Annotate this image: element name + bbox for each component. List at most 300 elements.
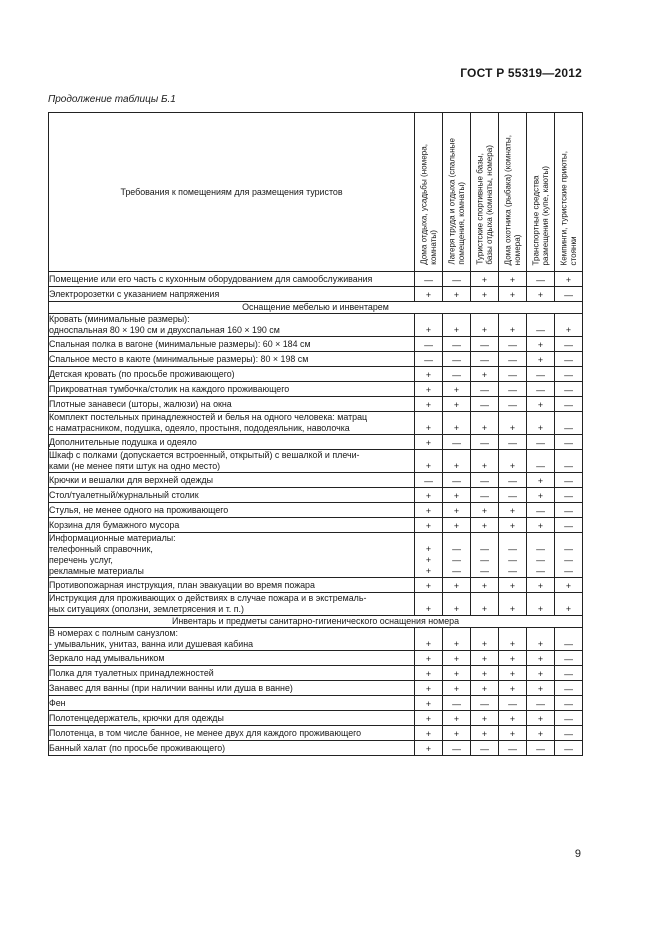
requirement-text: ками (не менее пяти штук на одно место) [49, 461, 221, 471]
table-row [49, 382, 583, 397]
mark-value: — [564, 461, 573, 471]
mark-cell [499, 741, 527, 756]
mark-cell [471, 628, 499, 651]
mark-value: + [537, 684, 544, 694]
mark-cell [499, 651, 527, 666]
mark-value: — [452, 438, 461, 448]
requirement-text: с наматрасником, подушка, одеяло, простыня, пододеяльник, наволочка [49, 423, 350, 433]
mark-value: + [453, 714, 460, 724]
mark-value: + [537, 604, 544, 614]
mark-value: + [481, 669, 488, 679]
table-row [49, 681, 583, 696]
mark-value: — [564, 654, 573, 664]
mark-cell [443, 741, 471, 756]
mark-cell [443, 287, 471, 302]
mark-value: + [481, 654, 488, 664]
mark-cell [499, 337, 527, 352]
mark-value: + [453, 669, 460, 679]
requirement-cell [49, 741, 415, 756]
mark-value: — [424, 275, 433, 285]
table-row [49, 711, 583, 726]
mark-cell [555, 741, 583, 756]
section-title: Инвентарь и предметы санитарно-гигиенического оснащения номера [49, 616, 583, 628]
mark-value: + [537, 355, 544, 365]
mark-cell [415, 450, 443, 473]
mark-value: + [425, 566, 432, 576]
mark-cell [499, 628, 527, 651]
mark-value: — [452, 699, 461, 709]
requirement-text: Шкаф с полками (допускается встроенный, открытый) с вешалкой и плечи- [49, 450, 360, 460]
mark-value: + [537, 340, 544, 350]
mark-value: — [480, 385, 489, 395]
mark-cell [443, 518, 471, 533]
mark-value: — [564, 566, 573, 576]
mark-value: + [453, 290, 460, 300]
mark-cell [499, 578, 527, 593]
table-row [49, 578, 583, 593]
mark-cell [527, 651, 555, 666]
mark-value: + [453, 684, 460, 694]
mark-value: + [425, 544, 432, 554]
mark-value: + [453, 581, 460, 591]
mark-value: + [481, 370, 488, 380]
mark-value: + [537, 654, 544, 664]
mark-cell [527, 488, 555, 503]
mark-value: — [424, 476, 433, 486]
requirement-cell [49, 435, 415, 450]
requirement-text: Комплект постельных принадлежностей и белья на одного человека: матрац [49, 412, 368, 422]
table-row [49, 272, 583, 287]
requirement-text: Детская кровать (по просьбе проживающего) [49, 368, 235, 379]
mark-cell [471, 314, 499, 337]
mark-value: + [509, 461, 516, 471]
mark-value: + [425, 639, 432, 649]
mark-cell [415, 435, 443, 450]
mark-value: — [564, 555, 573, 565]
requirements-table [48, 112, 583, 756]
mark-cell [415, 578, 443, 593]
mark-value: + [425, 669, 432, 679]
mark-cell [527, 435, 555, 450]
mark-value: + [453, 521, 460, 531]
mark-value: + [509, 729, 516, 739]
requirement-text: Кровать (минимальные размеры): [49, 314, 190, 324]
mark-value: — [452, 744, 461, 754]
mark-cell [527, 382, 555, 397]
mark-cell [555, 651, 583, 666]
mark-cell [471, 651, 499, 666]
mark-value: — [508, 340, 517, 350]
mark-value: + [453, 639, 460, 649]
requirement-text: - умывальник, унитаз, ванна или душевая кабина [49, 639, 254, 649]
requirement-text: Полотенца, в том числе банное, не менее двух для каждого проживающего [49, 727, 362, 738]
requirement-cell [49, 593, 415, 616]
requirement-text: Зеркало над умывальником [49, 652, 165, 663]
facility-column-label: Кемпинги, туристские приюты, стоянки [559, 150, 578, 265]
mark-cell [415, 397, 443, 412]
mark-value: + [425, 699, 432, 709]
mark-value: — [508, 555, 517, 565]
mark-value: + [509, 684, 516, 694]
mark-cell [443, 397, 471, 412]
requirement-cell [49, 533, 415, 578]
mark-cell [527, 314, 555, 337]
mark-cell [527, 287, 555, 302]
mark-cell [499, 367, 527, 382]
mark-cell [471, 337, 499, 352]
mark-value: + [509, 275, 516, 285]
table-row [49, 593, 583, 616]
mark-cell [443, 488, 471, 503]
mark-cell [443, 382, 471, 397]
mark-value: — [452, 544, 461, 554]
table-row [49, 533, 583, 578]
mark-cell [471, 696, 499, 711]
table-body [49, 272, 583, 756]
mark-cell [415, 287, 443, 302]
mark-value: + [425, 423, 432, 433]
mark-cell [443, 450, 471, 473]
mark-value: + [425, 461, 432, 471]
mark-cell [415, 337, 443, 352]
mark-cell [527, 503, 555, 518]
table-row [49, 696, 583, 711]
mark-value: — [480, 744, 489, 754]
mark-cell [443, 696, 471, 711]
mark-value: + [481, 604, 488, 614]
requirement-text: Полка для туалетных принадлежностей [49, 667, 214, 678]
mark-cell [443, 272, 471, 287]
mark-cell [527, 473, 555, 488]
mark-value: + [481, 275, 488, 285]
requirement-text: рекламные материалы [49, 566, 144, 576]
mark-value: + [537, 423, 544, 433]
mark-cell [527, 533, 555, 578]
mark-cell [527, 711, 555, 726]
mark-cell [415, 382, 443, 397]
mark-cell [499, 711, 527, 726]
mark-value: + [481, 639, 488, 649]
requirement-text: Полотенцедержатель, крючки для одежды [49, 712, 224, 723]
mark-cell [555, 681, 583, 696]
mark-cell [499, 696, 527, 711]
requirement-cell [49, 352, 415, 367]
mark-cell [555, 666, 583, 681]
mark-value: + [509, 714, 516, 724]
mark-cell [527, 741, 555, 756]
mark-value: + [453, 461, 460, 471]
mark-value: — [480, 340, 489, 350]
mark-value: — [564, 714, 573, 724]
requirement-cell [49, 382, 415, 397]
mark-value: + [481, 684, 488, 694]
mark-value: — [564, 385, 573, 395]
mark-cell [555, 337, 583, 352]
mark-cell [527, 518, 555, 533]
mark-value: + [537, 639, 544, 649]
mark-value: + [425, 400, 432, 410]
mark-value: — [452, 355, 461, 365]
mark-value: + [481, 521, 488, 531]
mark-cell [443, 681, 471, 696]
mark-value: — [564, 438, 573, 448]
facility-column-header [443, 113, 471, 272]
mark-value: — [508, 385, 517, 395]
table-row [49, 367, 583, 382]
mark-value: + [453, 654, 460, 664]
mark-cell [471, 352, 499, 367]
requirement-cell [49, 488, 415, 503]
mark-value: — [536, 555, 545, 565]
mark-value: — [564, 639, 573, 649]
table-row [49, 518, 583, 533]
requirement-cell [49, 337, 415, 352]
mark-cell [443, 473, 471, 488]
mark-cell [471, 272, 499, 287]
requirement-text: Занавес для ванны (при наличии ванны или душа в ванне) [49, 682, 293, 693]
requirement-cell [49, 287, 415, 302]
mark-value: — [564, 423, 573, 433]
requirement-cell [49, 726, 415, 741]
mark-value: — [536, 385, 545, 395]
mark-cell [527, 666, 555, 681]
mark-value: — [508, 699, 517, 709]
mark-cell [555, 412, 583, 435]
mark-cell [415, 533, 443, 578]
requirement-cell [49, 397, 415, 412]
mark-cell [443, 412, 471, 435]
table-row [49, 337, 583, 352]
mark-value: + [537, 521, 544, 531]
mark-value: + [537, 669, 544, 679]
mark-cell [415, 666, 443, 681]
mark-cell [499, 382, 527, 397]
mark-value: — [564, 684, 573, 694]
mark-cell [415, 488, 443, 503]
mark-cell [471, 533, 499, 578]
mark-cell [443, 352, 471, 367]
mark-value: + [481, 729, 488, 739]
mark-value: — [536, 544, 545, 554]
mark-value: — [508, 438, 517, 448]
mark-cell [527, 352, 555, 367]
mark-cell [471, 518, 499, 533]
mark-value: + [425, 438, 432, 448]
table-row [49, 412, 583, 435]
mark-cell [471, 287, 499, 302]
mark-cell [527, 412, 555, 435]
mark-cell [555, 272, 583, 287]
mark-cell [499, 726, 527, 741]
requirement-text: Корзина для бумажного мусора [49, 519, 180, 530]
mark-cell [527, 578, 555, 593]
mark-value: — [536, 506, 545, 516]
mark-cell [471, 488, 499, 503]
mark-cell [443, 314, 471, 337]
mark-cell [443, 711, 471, 726]
facility-column-label: Транспортные средства размещения (купе, каюты) [531, 165, 550, 265]
mark-cell [499, 435, 527, 450]
mark-cell [555, 628, 583, 651]
mark-value: — [564, 400, 573, 410]
mark-value: + [453, 400, 460, 410]
mark-value: + [509, 639, 516, 649]
facility-column-header [527, 113, 555, 272]
mark-value: — [508, 370, 517, 380]
mark-value: + [425, 744, 432, 754]
requirement-text: Фен [49, 697, 66, 708]
mark-value: + [481, 423, 488, 433]
requirement-cell [49, 651, 415, 666]
mark-cell [555, 593, 583, 616]
facility-column-header [555, 113, 583, 272]
requirement-text: Электророзетки с указанием напряжения [49, 288, 220, 299]
mark-cell [415, 503, 443, 518]
table-row [49, 628, 583, 651]
mark-value: + [481, 325, 488, 335]
mark-value: + [481, 714, 488, 724]
requirement-text: Информационные материалы: [49, 533, 176, 543]
mark-value: — [508, 544, 517, 554]
mark-value: + [453, 604, 460, 614]
mark-cell [443, 337, 471, 352]
requirement-cell [49, 367, 415, 382]
mark-value: + [453, 385, 460, 395]
mark-value: — [536, 275, 545, 285]
mark-cell [471, 397, 499, 412]
mark-value: + [425, 325, 432, 335]
facility-column-label: Лагеря труда и отдыха (спальные помещения, комнаты) [447, 138, 466, 265]
facility-column-header [415, 113, 443, 272]
mark-value: + [425, 290, 432, 300]
mark-value: + [453, 506, 460, 516]
mark-cell [555, 314, 583, 337]
requirement-cell [49, 272, 415, 287]
requirement-cell [49, 578, 415, 593]
mark-cell [555, 352, 583, 367]
mark-value: + [425, 370, 432, 380]
mark-cell [471, 473, 499, 488]
mark-cell [527, 397, 555, 412]
section-title: Оснащение мебелью и инвентарем [49, 302, 583, 314]
table-row [49, 666, 583, 681]
mark-cell [443, 651, 471, 666]
table-caption: Продолжение таблицы Б.1 [48, 94, 176, 105]
mark-cell [471, 412, 499, 435]
mark-value: + [425, 654, 432, 664]
requirement-column-header: Требования к помещениям для размещения туристов [49, 113, 415, 272]
mark-value: + [509, 423, 516, 433]
mark-value: + [565, 275, 572, 285]
mark-cell [555, 711, 583, 726]
mark-value: — [452, 476, 461, 486]
mark-value: — [564, 290, 573, 300]
requirement-cell [49, 666, 415, 681]
mark-cell [443, 628, 471, 651]
mark-cell [499, 450, 527, 473]
page-number: 9 [574, 848, 581, 860]
mark-value: + [537, 476, 544, 486]
mark-value: — [424, 355, 433, 365]
mark-cell [555, 696, 583, 711]
requirement-cell [49, 711, 415, 726]
mark-value: — [452, 275, 461, 285]
requirement-text: Спальная полка в вагоне (минимальные размеры): 60 × 184 см [49, 338, 311, 349]
mark-cell [499, 488, 527, 503]
mark-value: — [480, 400, 489, 410]
mark-cell [527, 726, 555, 741]
mark-value: — [536, 566, 545, 576]
table-row [49, 651, 583, 666]
mark-cell [443, 367, 471, 382]
mark-value: — [564, 506, 573, 516]
mark-value: — [480, 544, 489, 554]
mark-cell [471, 666, 499, 681]
mark-cell [555, 435, 583, 450]
mark-cell [527, 367, 555, 382]
mark-value: — [536, 438, 545, 448]
table-row [49, 287, 583, 302]
mark-cell [443, 578, 471, 593]
mark-cell [471, 450, 499, 473]
mark-value: — [564, 744, 573, 754]
mark-value: — [536, 370, 545, 380]
mark-value: + [425, 684, 432, 694]
mark-cell [555, 397, 583, 412]
mark-cell [527, 696, 555, 711]
table-header-row [49, 113, 583, 272]
mark-cell [527, 272, 555, 287]
mark-value: — [564, 669, 573, 679]
mark-cell [527, 681, 555, 696]
mark-cell [415, 352, 443, 367]
mark-cell [499, 272, 527, 287]
mark-value: — [424, 340, 433, 350]
mark-cell [415, 651, 443, 666]
mark-value: — [480, 555, 489, 565]
mark-cell [555, 518, 583, 533]
mark-cell [471, 435, 499, 450]
mark-cell [443, 666, 471, 681]
requirement-cell [49, 628, 415, 651]
mark-value: — [564, 521, 573, 531]
mark-value: — [452, 566, 461, 576]
table-row [49, 314, 583, 337]
mark-value: + [481, 581, 488, 591]
mark-value: — [564, 370, 573, 380]
mark-value: — [480, 699, 489, 709]
table-row [49, 488, 583, 503]
mark-value: — [508, 476, 517, 486]
mark-cell [471, 681, 499, 696]
mark-cell [555, 473, 583, 488]
requirement-text: Противопожарная инструкция, план эвакуации во время пожара [49, 579, 315, 590]
mark-value: — [508, 491, 517, 501]
mark-value: + [425, 714, 432, 724]
mark-cell [443, 503, 471, 518]
mark-value: — [480, 355, 489, 365]
mark-cell [555, 450, 583, 473]
mark-cell [555, 382, 583, 397]
mark-cell [527, 593, 555, 616]
mark-cell [415, 696, 443, 711]
mark-value: — [536, 744, 545, 754]
mark-value: — [480, 438, 489, 448]
requirement-text: Инструкция для проживающих о действиях в случае пожара и в экстремаль- [49, 593, 367, 603]
mark-cell [471, 741, 499, 756]
table-row [49, 503, 583, 518]
requirement-cell [49, 450, 415, 473]
